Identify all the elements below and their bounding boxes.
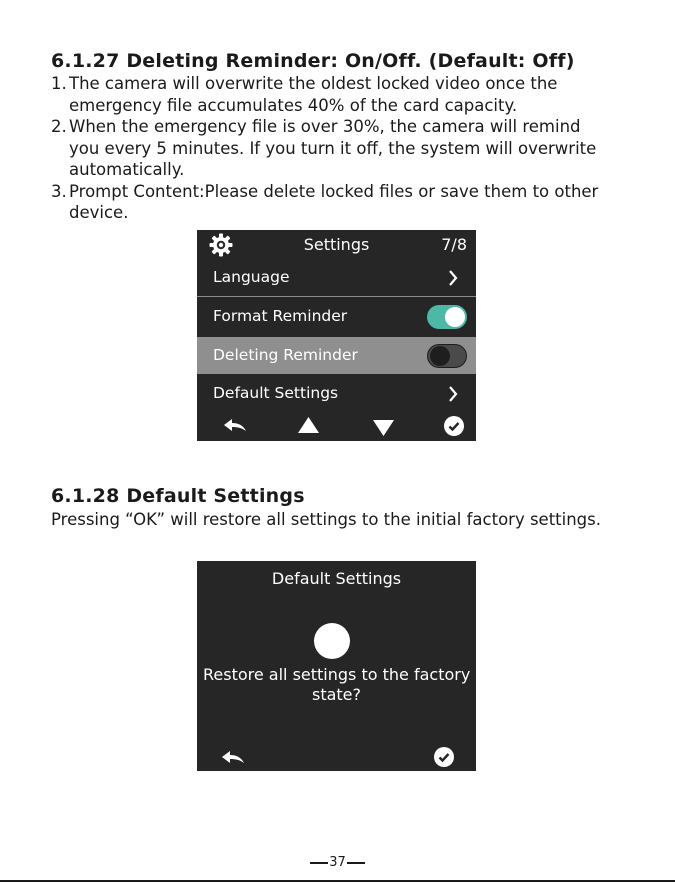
settings-screen [197, 230, 476, 441]
footer-dash [310, 862, 328, 864]
list-text-line: Prompt Content:Please delete locked files or save them to other [69, 181, 599, 201]
chevron-right-icon [448, 270, 458, 286]
back-arrow-icon[interactable] [223, 419, 247, 433]
menu-item-label: Language [213, 268, 290, 286]
settings-header [197, 230, 476, 259]
menu-item-label: Deleting Reminder [213, 346, 358, 364]
menu-item-language[interactable] [197, 259, 476, 297]
section-paragraph: Pressing “OK” will restore all settings to the initial factory settings. [51, 510, 601, 529]
list-number: 2. [51, 117, 67, 136]
settings-title: Settings [303, 235, 370, 254]
list-text-line: you every 5 minutes. If you turn it off, the system will overwrite [69, 138, 597, 158]
list-item [51, 73, 651, 116]
menu-item-label: Format Reminder [213, 307, 348, 325]
toggle-knob [430, 346, 450, 366]
status-circle-icon [314, 623, 350, 659]
footer-dash [347, 862, 365, 864]
section-heading-deleting-reminder: 6.1.27 Deleting Reminder: On/Off. (Default: Off) [51, 50, 575, 72]
page-number [0, 855, 675, 870]
list-item [51, 116, 651, 181]
menu-item-default-settings[interactable] [197, 375, 476, 412]
instruction-list [51, 73, 651, 224]
screen-button-bar [197, 413, 476, 441]
menu-item-format-reminder[interactable] [197, 298, 476, 335]
list-text-line: automatically. [69, 160, 185, 179]
list-text-line: emergency file accumulates 40% of the card capacity. [69, 95, 518, 115]
list-item [51, 181, 651, 224]
dialog-title: Default Settings [271, 569, 402, 588]
page-number-text: 37 [329, 855, 346, 870]
menu-item-label: Default Settings [213, 384, 339, 402]
list-text-line: When the emergency file is over 30%, the camera will remind [69, 117, 581, 136]
confirm-check-icon[interactable] [434, 747, 454, 767]
confirm-check-icon[interactable] [444, 416, 464, 436]
list-text-line: The camera will overwrite the oldest locked video once the [69, 74, 558, 93]
menu-item-deleting-reminder[interactable] [197, 337, 476, 374]
back-arrow-icon[interactable] [221, 751, 245, 765]
dialog-message-continued: state? [311, 685, 362, 704]
default-settings-screen [197, 561, 476, 771]
format-reminder-toggle[interactable] [427, 305, 467, 329]
page-bottom-rule [0, 880, 675, 882]
dialog-message: Restore all settings to the factory [203, 665, 471, 684]
chevron-right-icon [448, 386, 458, 402]
section-heading-default-settings: 6.1.28 Default Settings [51, 485, 305, 507]
page-indicator: 7/8 [441, 235, 467, 254]
down-triangle-icon[interactable] [373, 420, 394, 436]
list-text-line: device. [69, 203, 129, 222]
up-triangle-icon[interactable] [298, 417, 319, 433]
list-number: 1. [51, 74, 67, 93]
deleting-reminder-toggle[interactable] [427, 344, 467, 368]
list-number: 3. [51, 181, 67, 201]
toggle-knob [445, 307, 465, 327]
